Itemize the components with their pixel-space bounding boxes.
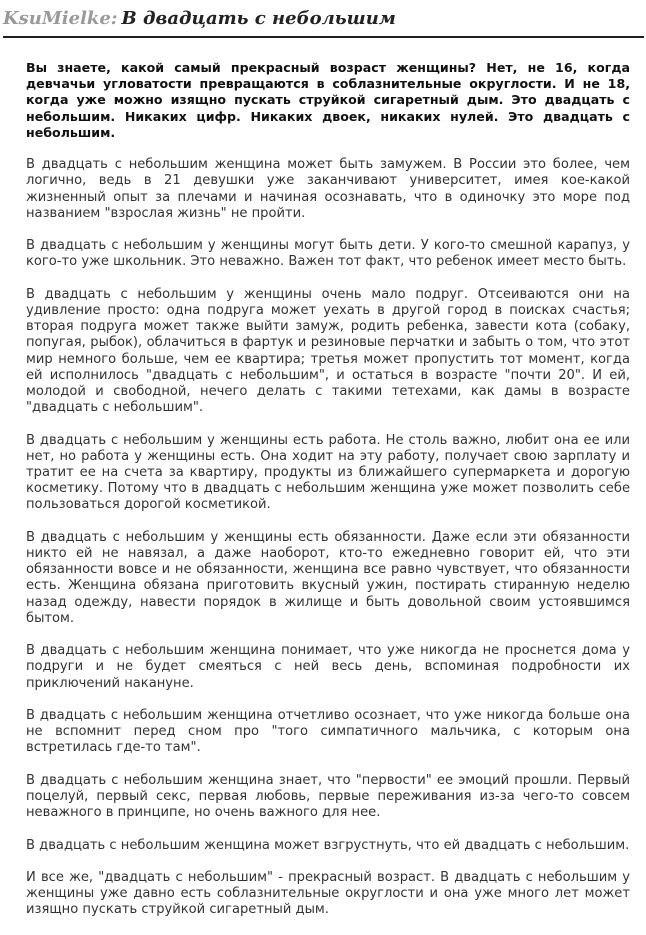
paragraph-married: В двадцать с небольшим женщина может быть замужем. В России это более, чем логично, ведь в 21 девушки уже заканчивают университет, имея кое-какой жизненный опыт за плечами и начиная осознавать, что в одиночку это море под названием "взрослая жизнь" не пройти. <box>26 157 630 221</box>
post-title: В двадцать с небольшим <box>121 8 396 29</box>
paragraph-friends: В двадцать с небольшим у женщины очень мало подруг. Отсеиваются они на удивление просто: одна подруга может уехать в другой город в поисках счастья; вторая подруга может также выйти замуж, родить ребенка, завести кота (собаку, попугая, рыбок), облачиться в фартук и резиновые перчатки и забыть о том, что этот мир немного больше, чем ее квартира; третья может пропустить тот момент, когда ей исполнилось "двадцать с небольшим", и остаться в возрасте "почти 20". И ей, молодой и свободной, нечего делать с такими тетехами, как дамы в возрасте "двадцать с небольшим". <box>26 286 630 416</box>
lead-paragraph: Вы знаете, какой самый прекрасный возраст женщины? Нет, не 16, когда девчачьи угловатости превращаются в соблазнительные округлости. И не 18, когда уже можно изящно пускать струйкой сигаретный дым. Это двадцать с небольшим. Никаких цифр. Никаких двоек, никаких нулей. Это двадцать с небольшим. <box>26 60 630 140</box>
paragraph-conclusion: И все же, "двадцать с небольшим" - прекрасный возраст. В двадцать с небольшим у женщины уже давно есть соблазнительные округлости и она уже много лет может изящно пускать струйкой сигаретный дым. <box>26 870 630 918</box>
paragraph-friend-home: В двадцать с небольшим женщина понимает, что уже никогда не проснется дома у подруги и не будет смеяться с ней весь день, вспоминая подробности их приключений накануне. <box>26 643 630 691</box>
paragraph-duties: В двадцать с небольшим у женщины есть обязанности. Даже если эти обязанности никто ей не навязал, а даже наоборот, кто-то ежедневно говорит ей, что эти обязанности вовсе и не обязанности, женщина все равно чувствует, что обязанности есть. Женщина обязана приготовить вкусный ужин, постирать стиранную неделю назад одежду, навести порядок в жилище и быть довольной своим устоявшимся бытом. <box>26 529 630 626</box>
post-header <box>3 2 644 38</box>
paragraph-children: В двадцать с небольшим у женщины могут быть дети. У кого-то смешной карапуз, у кого-то уже школьник. Это неважно. Важен тот факт, что ребенок имеет место быть. <box>26 238 630 270</box>
author-name[interactable]: KsuMielke: <box>3 8 118 29</box>
paragraph-memories: В двадцать с небольшим женщина отчетливо осознает, что уже никогда больше она не вспомнит перед сном про "того симпатичного мальчика, с которым она встретилась где-то там". <box>26 708 630 756</box>
paragraph-work: В двадцать с небольшим у женщины есть работа. Не столь важно, любит она ее или нет, но работа у женщины есть. Она ходит на эту работу, получает свою зарплату и тратит ее на счета за квартиру, продукты из ближайшего супермаркета и дорогую косметику. Потому что в двадцать с небольшим женщина уже может позволить себе пользоваться дорогой косметикой. <box>26 432 630 513</box>
paragraph-sadness: В двадцать с небольшим женщина может взгрустнуть, что ей двадцать с небольшим. <box>26 837 630 853</box>
paragraph-firsts: В двадцать с небольшим женщина знает, что "первости" ее эмоций прошли. Первый поцелуй, первый секс, первая любовь, первые переживания из-за чего-то совсем неважного в принципе, но очень важного для нее. <box>26 772 630 821</box>
article-body <box>26 60 630 935</box>
